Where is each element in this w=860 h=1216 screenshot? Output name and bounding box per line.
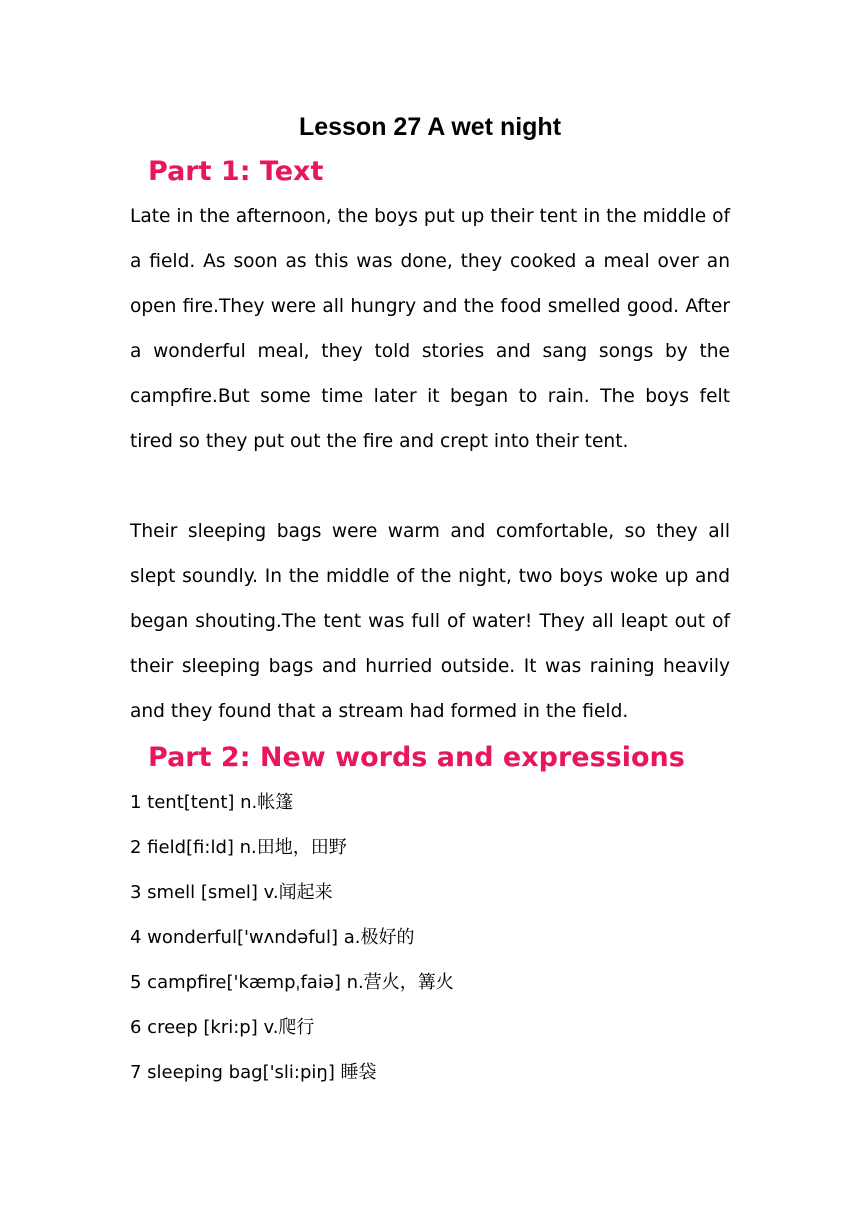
vocabulary-item: 5 campfire['kæmpˌfaiə] n.营火，篝火 — [130, 972, 454, 993]
vocabulary-item: 1 tent[tent] n.帐篷 — [130, 792, 294, 813]
text-paragraph-1: Late in the afternoon, the boys put up their tent in the middle of a field. As soon as this was done, they cooked a meal over an open fire.They were all hungry and the food smelled good. After a wonderful meal, they told stories and sang songs by the campfire.But some time later it began to rain. The boys felt tired so they put out the fire and crept into their tent. — [130, 206, 730, 452]
vocabulary-item: 6 creep [kri:p] v.爬行 — [130, 1017, 315, 1038]
vocabulary-item: 3 smell [smel] v.闻起来 — [130, 882, 333, 903]
lesson-title: Lesson 27 A wet night — [298, 113, 562, 141]
part1-heading: Part 1: Text — [148, 156, 324, 187]
vocabulary-item: 7 sleeping bag['sli:piŋ] 睡袋 — [130, 1062, 377, 1083]
text-paragraph-2: Their sleeping bags were warm and comfortable, so they all slept soundly. In the middle of the night, two boys woke up and began shouting.The tent was full of water! They all leapt out of their sleeping bags and hurried outside. It was raining heavily and they found that a stream had formed in the field. — [130, 521, 730, 722]
part2-heading: Part 2: New words and expressions — [148, 742, 685, 773]
vocabulary-item: 2 field[fi:ld] n.田地，田野 — [130, 837, 347, 858]
vocabulary-item: 4 wonderful['wʌndəful] a.极好的 — [130, 927, 415, 948]
vocabulary-list — [130, 780, 730, 1095]
